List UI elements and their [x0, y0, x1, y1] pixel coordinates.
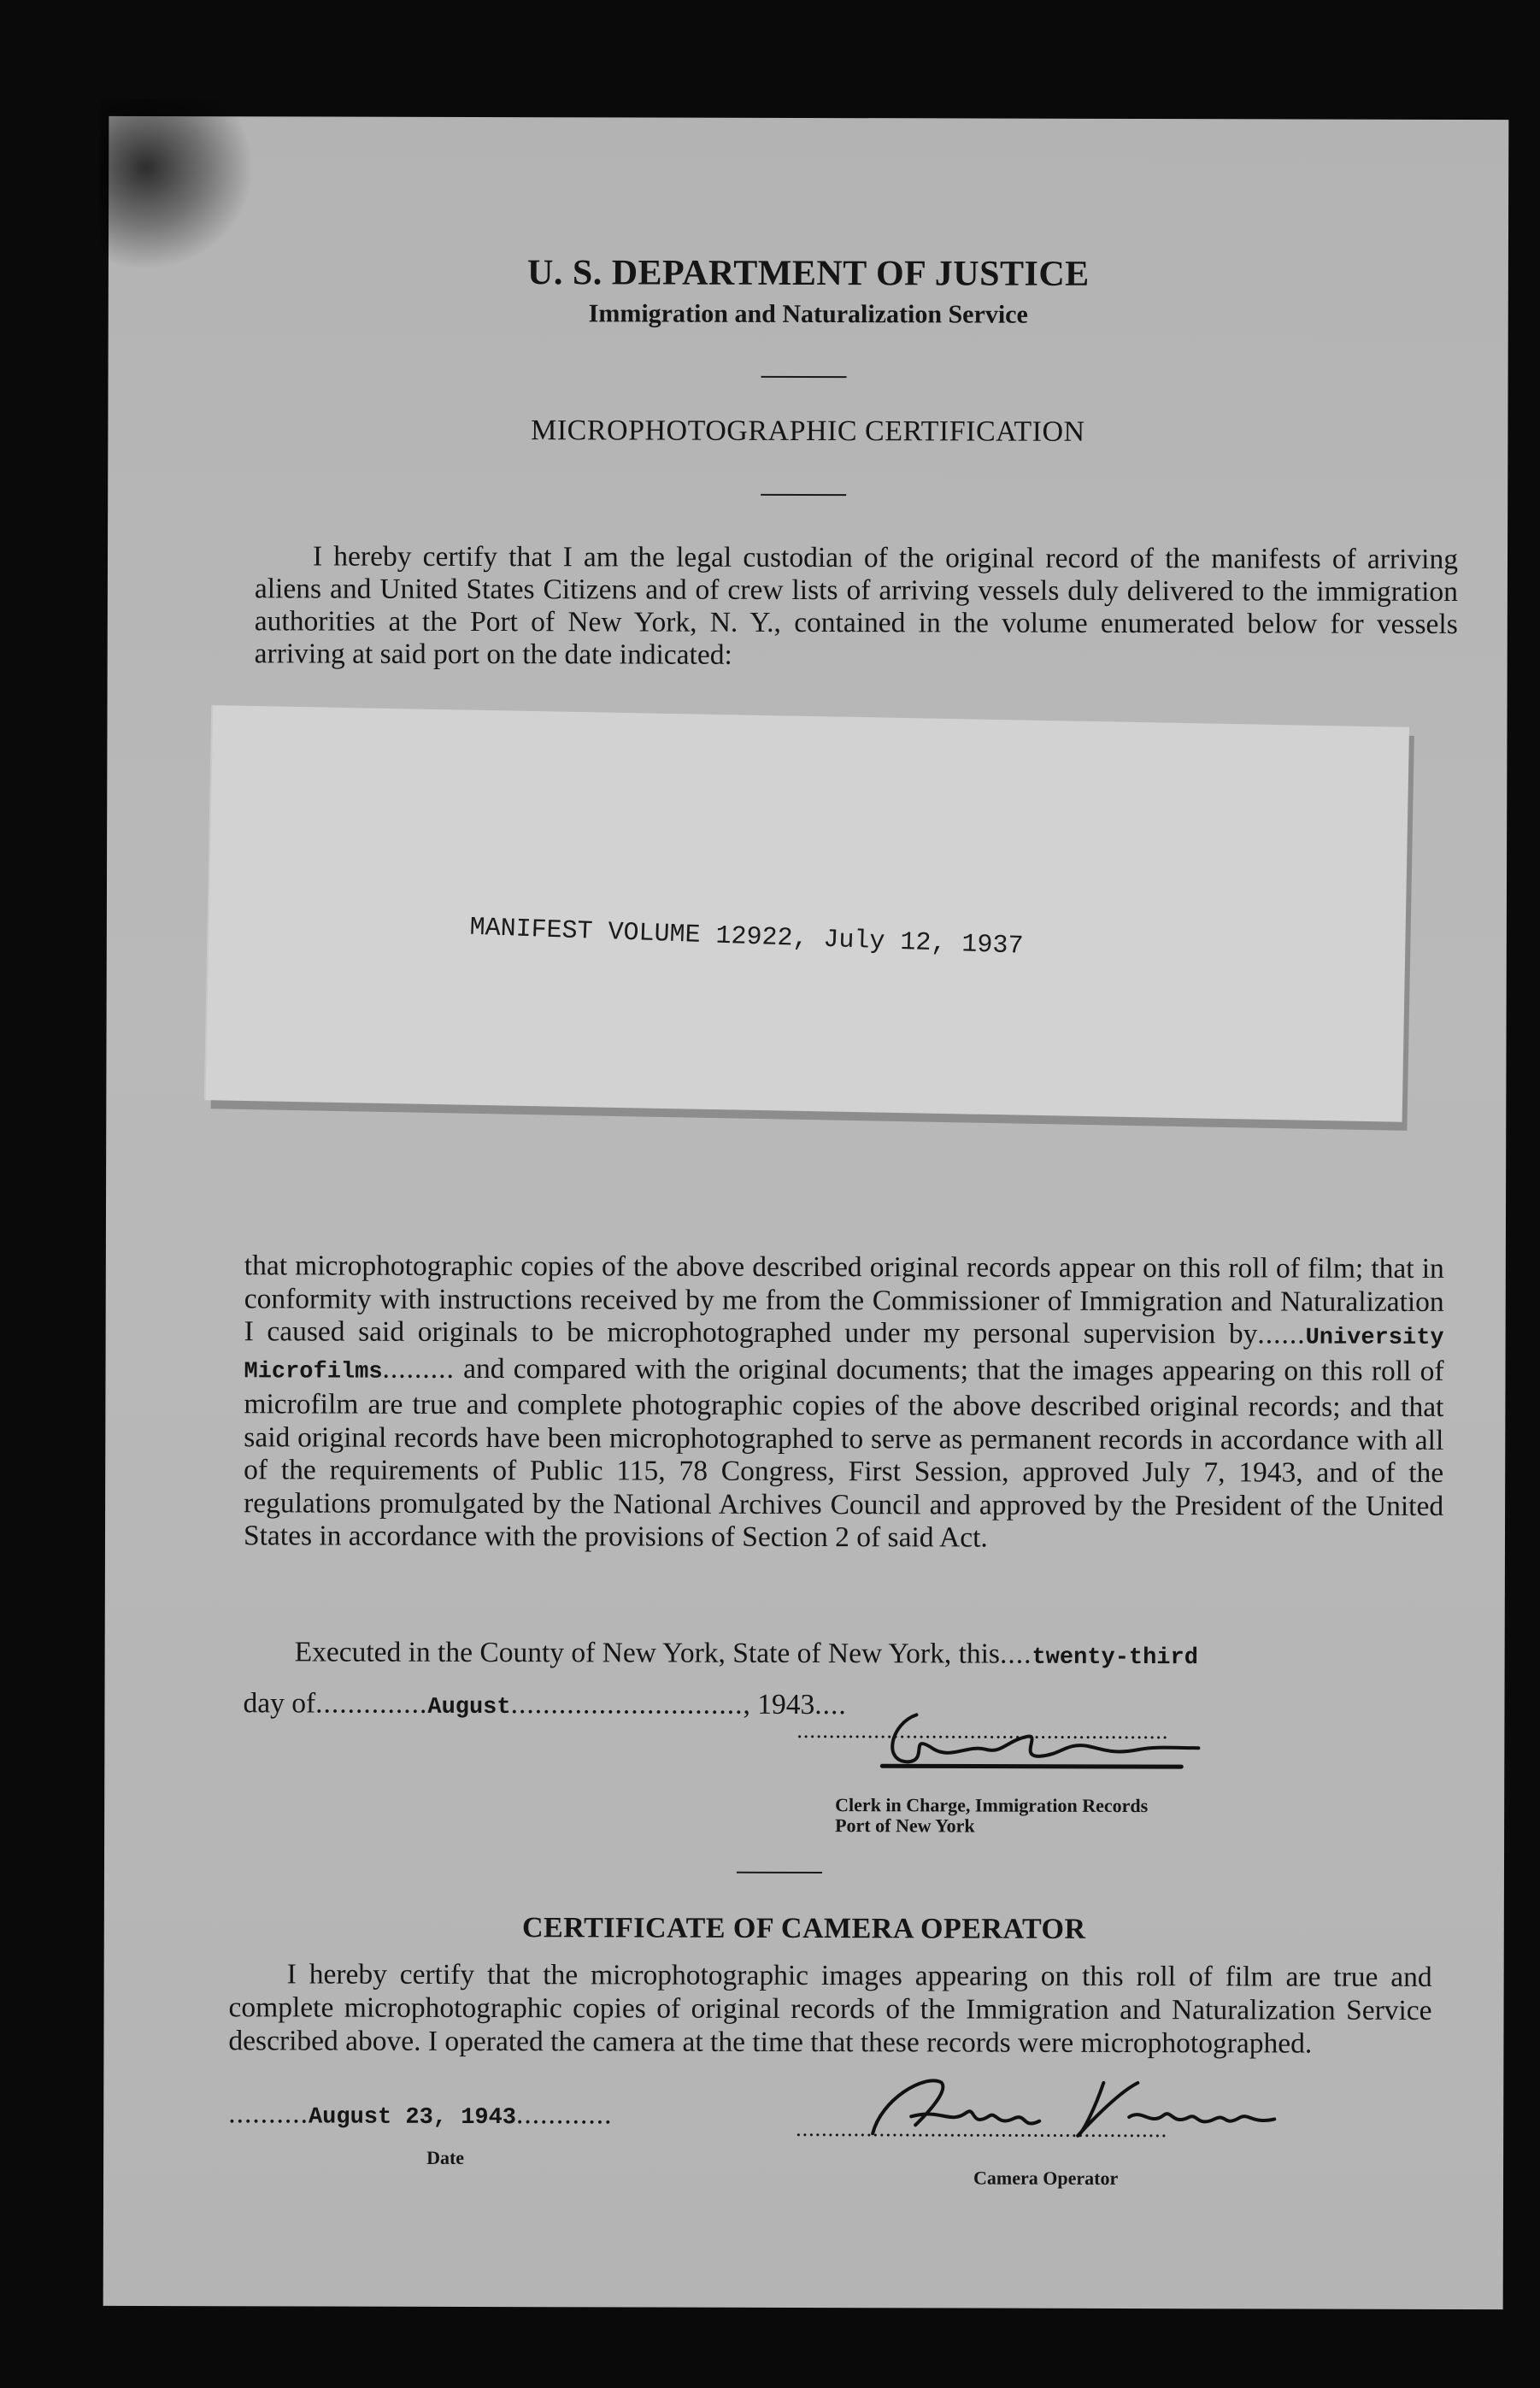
camera-operator-label: Camera Operator [973, 2167, 1119, 2189]
executed-prefix: Executed in the County of New York, State of New York, this [294, 1636, 1001, 1670]
intro-text: I hereby certify that I am the legal custodian of the original record of the manifests of arriving aliens and United States Citizens and of crew lists of arriving vessels duly delivered to the immigration authorities at the Port of New York, N. Y., contained in the volume enumerated below for vessels arriving at said port on the date indicated: [254, 540, 1459, 671]
clerk-title [835, 1795, 1148, 1837]
operator-date-field: August 23, 1943 [308, 2104, 517, 2132]
clerk-signature-line: .......................................................... [796, 1717, 1169, 1744]
camera-operator-heading: CERTIFICATE OF CAMERA OPERATOR [521, 1912, 1086, 1945]
divider [737, 1872, 822, 1873]
microfilm-company-field: University Microfilms [244, 1325, 1444, 1385]
manifest-volume-text: MANIFEST VOLUME 12922, July 12, 1937 [469, 913, 1024, 962]
body-paragraph: that microphotographic copies of the above described original records appear on this roll of film; that in conformity with instructions received by me from the Commissioner of Immigration and Naturalization I caused said originals to be microphotographed under my personal supervision by......University Microfilms......... and compared with the original documents; that the images appearing on this roll of microfilm are true and complete photographic copies of the above described original records; and that said original records have been microphotographed to serve as permanent records in accordance with all of the requirements of Public 115, 78 Congress, First Session, approved July 7, 1943, and of the regulations promulgated by the National Archives Council and approved by the President of the United States in accordance with the provisions of Section 2 of said Act. [243, 1250, 1444, 1554]
camera-operator-text: I hereby certify that the microphotographic images appearing on this roll of film are true and complete microphotographic copies of original records of the Immigration and Naturalization Service described above. I operated the camera at the time that these records were microphotographed. [228, 1958, 1432, 2060]
clerk-title-line2: Port of New York [835, 1815, 975, 1837]
date-label: Date [426, 2146, 465, 2168]
day-field: twenty-third [1032, 1644, 1198, 1672]
clerk-signature [856, 1697, 1215, 1775]
body-text-part1: that microphotographic copies of the above described original records appear on this roll of film; that in conformity with instructions received by me from the Commissioner of Immigration and Naturalization I caused said originals to be microphotographed under my personal supervision by [244, 1250, 1444, 1350]
certificate-sheet [103, 116, 1509, 2309]
executed-line: Executed in the County of New York, State of New York, this....twenty-third [294, 1636, 1198, 1672]
operator-signature [847, 2065, 1291, 2151]
operator-date-line: ..........August 23, 1943............ [228, 2097, 613, 2132]
camera-operator-paragraph [228, 1957, 1431, 2061]
day-of-line: day of..............August............................., 1943.... [243, 1687, 847, 1721]
film-smudge [100, 99, 255, 270]
divider [761, 376, 847, 378]
manifest-volume-slip [206, 705, 1409, 1122]
clerk-title-line1: Clerk in Charge, Immigration Records [835, 1794, 1149, 1817]
operator-signature-line: .......................................................... [796, 2115, 1168, 2143]
year-suffix: 3 [800, 1688, 815, 1721]
department-title: U. S. DEPARTMENT OF JUSTICE [526, 253, 1090, 294]
body-text-part2: and compared with the original documents; that the images appearing on this roll of microfilm are true and complete photographic copies of the above described original records; and that said original records have been microphotographed to serve as permanent records in accordance with all of the requirements of Public 115, 78 Congress, First Session, approved July 7, 1943, and of the regulations promulgated by the National Archives Council and approved by the President of the United States in accordance with the provisions of Section 2 of said Act. [243, 1352, 1444, 1554]
month-field: August [427, 1694, 511, 1721]
year-prefix: , 194 [743, 1688, 801, 1720]
divider [761, 494, 846, 496]
certification-title: MICROPHOTOGRAPHIC CERTIFICATION [531, 415, 1085, 448]
service-subtitle: Immigration and Naturalization Service [588, 299, 1028, 329]
day-of-label: day of [243, 1687, 316, 1720]
intro-paragraph [255, 540, 1458, 673]
